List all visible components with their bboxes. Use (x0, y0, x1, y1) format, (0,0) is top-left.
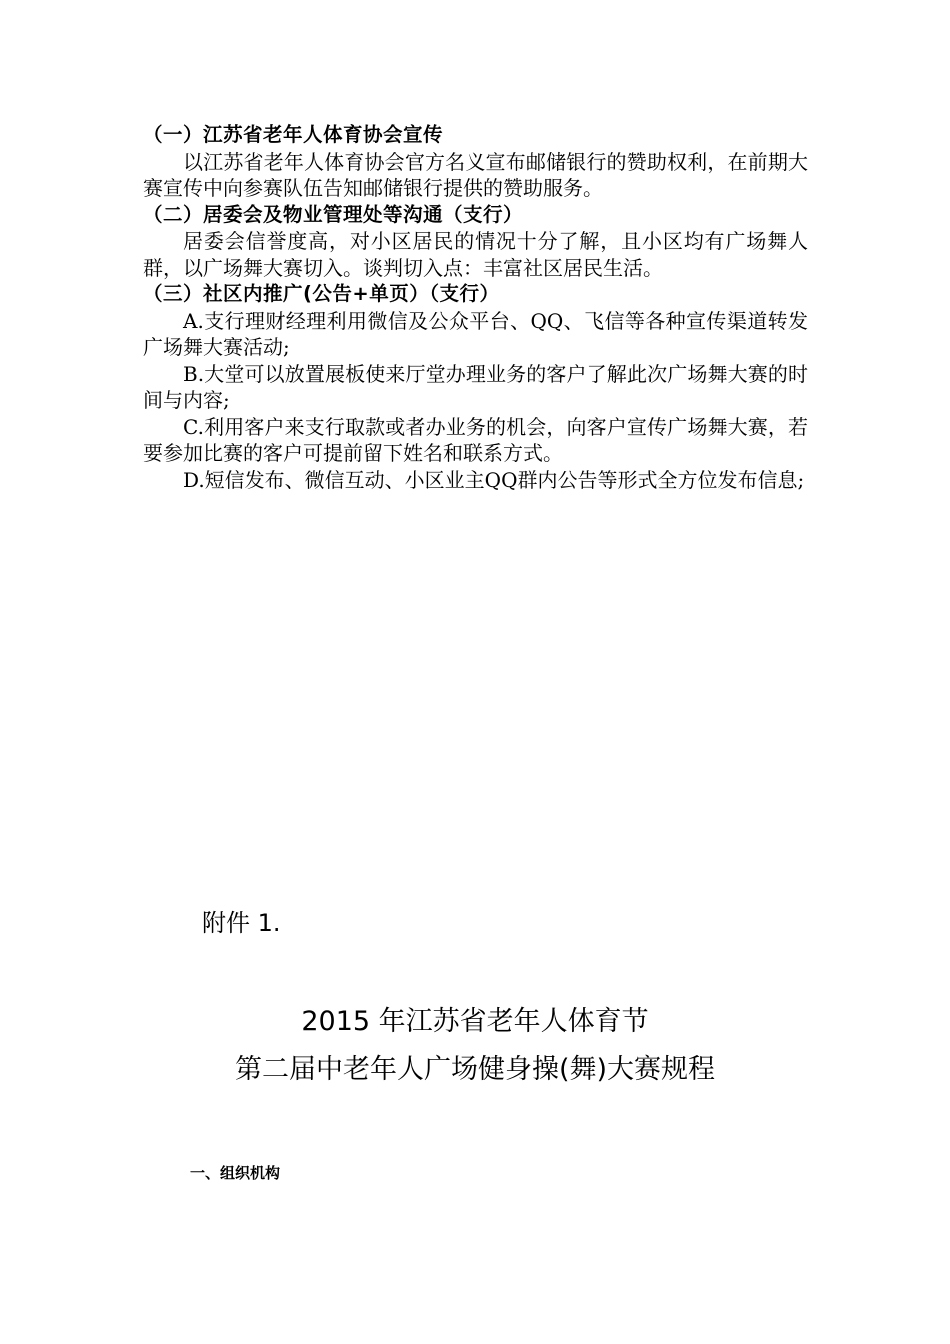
section-3-item-a: A.支行理财经理利用微信及公众平台、QQ、飞信等各种宣传渠道转发广场舞大赛活动; (143, 308, 808, 359)
section-3-item-d: D.短信发布、微信互动、小区业主QQ群内公告等形式全方位发布信息; (183, 467, 805, 492)
section-heading-organization: 一、组织机构 (190, 1164, 281, 1182)
document-title-line-2: 第二届中老年人广场健身操(舞)大赛规程 (234, 1054, 716, 1085)
section-3-item-c: C.利用客户来支行取款或者办业务的机会，向客户宣传广场舞大赛，若要参加比赛的客户可提前留下姓名和联系方式。 (143, 414, 808, 465)
section-2-paragraph-1: 居委会信誉度高，对小区居民的情况十分了解，且小区均有广场舞人群，以广场舞大赛切入。谈判切入点：丰富社区居民生活。 (143, 229, 808, 280)
document-title-line-1: 2015 年江苏省老年人体育节 (301, 1006, 649, 1037)
section-1-paragraph-1: 以江苏省老年人体育协会官方名义宣布邮储银行的赞助权利，在前期大赛宣传中向参赛队伍告知邮储银行提供的赞助服务。 (143, 149, 808, 200)
section-heading-1: （一）江苏省老年人体育协会宣传 (143, 123, 444, 146)
section-3-item-b: B.大堂可以放置展板使来厅堂办理业务的客户了解此次广场舞大赛的时间与内容; (143, 361, 808, 412)
attachment-label: 附件 1. (202, 909, 281, 937)
section-heading-3: （三）社区内推广(公告+单页）（支行） (143, 282, 500, 305)
promotion-plan-block (143, 122, 808, 493)
section-heading-2: （二）居委会及物业管理处等沟通（支行） (143, 202, 524, 226)
